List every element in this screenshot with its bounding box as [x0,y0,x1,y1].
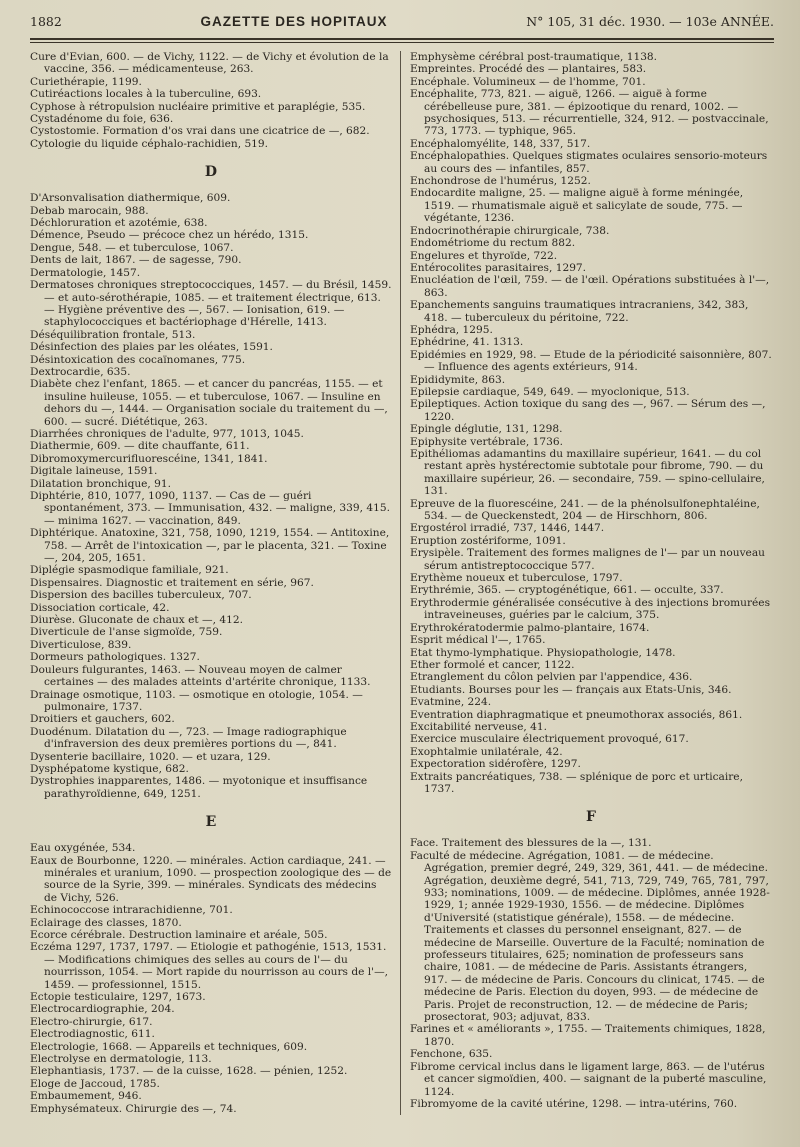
index-entry: Epithéliomas adamantins du maxillaire supérieur, 1641. — du col restant après hystérectomie subtotale pour fibrome, 790. — du maxillaire supérieur, 26. — secondaire, 759. — spino-cellulaire, 131. [410,448,765,498]
index-entry: Etranglement du côlon pelvien par l'appendice, 436. [410,671,693,684]
index-entry: Déséquilibration frontale, 513. [30,328,196,341]
index-entry: Expectoration sidérofère, 1297. [410,758,581,771]
entries-d [30,192,392,800]
index-entry: Electro-chirurgie, 617. [30,1015,153,1028]
index-entry: Erythrodermie généralisée consécutive à des injections bromurées intraveineuses, guéries par le calcium, 375. [410,596,771,622]
index-entry: Duodénum. Dilatation du —, 723. — Image radiographique d'infraversion des deux premières portions du —, 841. [30,725,347,751]
index-entry: Cystostomie. Formation d'os vrai dans une cicatrice de —, 682. [30,125,370,138]
index-entry: Elephantiasis, 1737. — de la cuisse, 1628. — pénien, 1252. [30,1065,348,1078]
index-entry: Face. Traitement des blessures de la —, 131. [410,837,652,850]
index-entry: Ecorce cérébrale. Destruction laminaire et aréale, 505. [30,929,328,941]
index-columns [30,51,774,1115]
index-entry: Dextrocardie, 635. [30,365,131,378]
index-entry: Dispensaires. Diagnostic et traitement en série, 967. [30,576,314,589]
index-entry: Electrodiagnostic, 611. [30,1028,155,1041]
index-entry: Electrocardiographie, 204. [30,1003,175,1016]
index-entry: Diathermie, 609. — dite chauffante, 611. [30,440,250,453]
index-entry: Faculté de médecine. Agrégation, 1081. — de médecine. Agrégation, premier degré, 249, 329, 361, 441. — de médecine. Agrégation, deuxième degré, 541, 713, 729, 749, 765, 781, 797, 933; nominations, 1009. — de médecine. Diplômes, année 1928-1929, 1; année 1929-1930, 1556. — de médecine. Diplômes d'Université (statistique générale), 1558. — de médecine. Traitements et classes du personnel enseignant, 827. — de médecine de Marseille. Ouverture de la Faculté; nomination de professeurs titulaires, 625; nomination de professeurs sans chaire, 1081. — de médecine de Paris. Assistants étrangers, 917. — de médecine de Paris. Concours du clinicat, 1745. — de médecine de Paris. Election du doyen, 993. — de médecine de Paris. Projet de reconstruction, 12. — de médecine de Paris; prosectorat, 903; adjuvat, 833. [410,849,770,1024]
entries-e-continued [410,51,772,795]
index-entry: Encéphalopathies. Quelques stigmates oculaires sensorio-moteurs au cours des — infantiles, 857. [410,150,768,175]
index-entry: Emphysème cérébral post-traumatique, 1138. [410,51,658,63]
index-entry: Ether formolé et cancer, 1122. [410,658,575,671]
index-entry: Démence, Pseudo — précoce chez un hérédo, 1315. [30,229,309,242]
section-letter-e: E [205,814,217,831]
index-entry: Encéphale. Volumineux — de l'homme, 701. [410,75,646,88]
index-entry: Entérocolites parasitaires, 1297. [410,261,587,274]
index-entry: Diverticule de l'anse sigmoïde, 759. [30,626,223,639]
index-entry: Eclairage des classes, 1870. [30,916,182,929]
header-rule-thin [30,42,774,43]
index-entry: Epidémies en 1929, 98. — Etude de la périodicité saisonnière, 807. — Influence des agents extérieurs, 914. [410,348,772,374]
index-entry: Diphtérique. Anatoxine, 321, 758, 1090, 1219, 1554. — Antitoxine, 758. — Arrêt de l'intoxication —, par le placenta, 321. — Toxine —, 204, 205, 1651. [30,527,390,565]
index-entry: Dilatation bronchique, 91. [30,477,172,490]
index-entry: Epiphysite vertébrale, 1736. [410,435,563,448]
index-entry: Dystrophies inapparentes, 1486. — myotonique et insuffisance parathyroïdienne, 649, 1251. [30,775,368,800]
index-entry: Endocrinothérapie chirurgicale, 738. [410,224,610,237]
index-entry: Etat thymo-lymphatique. Physiopathologie, 1478. [410,646,676,659]
index-entry: Endométriome du rectum 882. [410,237,576,250]
index-entry: Erythème noueux et tuberculose, 1797. [410,572,623,585]
index-entry: Eau oxygénée, 534. [30,842,136,855]
index-entry: Debab marocain, 988. [30,204,149,217]
index-entry: Diverticulose, 839. [30,638,132,651]
index-entry: Ergostérol irradié, 737, 1446, 1447. [410,522,605,535]
right-column [410,51,772,1115]
index-entry: Ectopie testiculaire, 1297, 1673. [30,991,206,1004]
index-entry: Droitiers et gauchers, 602. [30,713,175,726]
index-entry: Encéphalomyélite, 148, 337, 517. [410,137,591,150]
index-entry: Exophtalmie unilatérale, 42. [410,745,563,758]
index-entry: Eczéma 1297, 1737, 1797. — Etiologie et pathogénie, 1513, 1531. — Modifications chimiques des selles au cours de l'— du nourrisson, 1054. — Mort rapide du nourrisson au cours de l'—, 1459. — professionnel, 1515. [30,941,389,991]
index-entry: Electrologie, 1668. — Appareils et techniques, 609. [30,1040,308,1053]
header-rule-thick [30,38,774,40]
index-entry: Eloge de Jaccoud, 1785. [30,1077,160,1090]
index-entry: Eventration diaphragmatique et pneumothorax associés, 861. [410,708,743,721]
index-entry: Electrolyse en dermatologie, 113. [30,1053,212,1066]
index-entry: Diabète chez l'enfant, 1865. — et cancer du pancréas, 1155. — et insuline huileuse, 1055. — et tuberculose, 1067. — Insuline en dehors du —, 1444. — Organisation sociale du traitement du —, 600. — sucré. Diététique, 263. [30,378,388,428]
index-entry: Epididymite, 863. [410,373,506,386]
index-entry: Dengue, 548. — et tuberculose, 1067. [30,241,234,254]
page-header [30,14,774,36]
index-entry: Embaumement, 946. [30,1090,142,1103]
index-entry: Fenchone, 635. [410,1048,493,1061]
index-entry: Cystadénome du foie, 636. [30,113,174,126]
index-entry: Drainage osmotique, 1103. — osmotique en otologie, 1054. — pulmonaire, 1737. [30,688,363,713]
index-entry: Déchloruration et azotémie, 638. [30,217,208,230]
index-entry: Curiethérapie, 1199. [30,75,142,88]
index-entry: Dibromoxymercurifluorescéine, 1341, 1841. [30,452,268,465]
index-entry: Esprit médical l'—, 1765. [410,634,546,647]
index-entry: Excitabilité nerveuse, 41. [410,720,547,733]
index-entry: Evatmine, 224. [410,696,492,709]
index-entry: Diphtérie, 810, 1077, 1090, 1137. — Cas de — guéri spontanément, 373. — Immunisation, 432. — maligne, 339, 415. — minima 1627. — vaccination, 849. [30,490,390,527]
index-entry: Diplégie spasmodique familiale, 921. [30,564,229,577]
index-entry: Epanchements sanguins traumatiques intracraniens, 342, 383, 418. — tuberculeux du péritoine, 722. [410,299,749,324]
index-entry: Epingle déglutie, 131, 1298. [410,423,563,436]
index-entry: Etudiants. Bourses pour les — français aux Etats-Unis, 346. [410,683,732,696]
index-entry: Epreuve de la fluorescéine, 241. — de la phénolsulfonephtaléine, 534. — de Queckenstedt, 204 — de Hirschhorn, 806. [410,497,760,523]
index-entry: Erythrémie, 365. — cryptogénétique, 661. — occulte, 337. [410,584,724,597]
index-entry: Epileptiques. Action toxique du sang des —, 967. — Sérum des —, 1220. [410,398,766,423]
index-entry: Epilepsie cardiaque, 549, 649. — myoclonique, 513. [410,385,690,398]
index-entry: Echinococcose intrarachidienne, 701. [30,904,233,917]
index-entry: Fibrome cervical inclus dans le ligament large, 863. — de l'utérus et cancer sigmoïdien, 400. — saignant de la puberté masculine, 1124. [410,1060,767,1098]
index-entry: Dormeurs pathologiques. 1327. [30,651,200,664]
index-entry: Diurèse. Gluconate de chaux et —, 412. [30,614,243,627]
index-entry: Dysenterie bacillaire, 1020. — et uzara, 129. [30,750,271,763]
index-entry: Dermatoses chroniques streptococciques, 1457. — du Brésil, 1459. — et auto-sérothérapie, 1085. — et traitement électrique, 613. — Hygiène préventive des —, 567. — Ionisation, 619. — staphylococciques et bactériophage d'Hérelle, 1413. [30,279,392,329]
index-entry: Endocardite maligne, 25. — maligne aiguë à forme méningée, 1519. — rhumatismale aiguë et salicylate de soude, 775. — végétante, 1236. [410,187,744,225]
index-entry: D'Arsonvalisation diathermique, 609. [30,192,231,205]
entries-c-continued [30,51,392,150]
index-entry: Dispersion des bacilles tuberculeux, 707. [30,589,252,602]
index-entry: Fibromyome de la cavité utérine, 1298. — intra-utérins, 760. [410,1097,738,1110]
index-entry: Dysphépatome kystique, 682. [30,762,189,775]
index-entry: Cutiréactions locales à la tuberculine, 693. [30,88,262,101]
entries-e [30,842,392,1115]
index-entry: Dents de lait, 1867. — de sagesse, 790. [30,254,242,267]
index-entry: Erythrokératodermie palmo-plantaire, 1674. [410,621,650,634]
index-entry: Désintoxication des cocaïnomanes, 775. [30,353,246,366]
issue-info: N° 105, 31 déc. 1930. — 103e ANNÉE. [526,14,774,29]
page-number: 1882 [30,14,62,29]
index-entry: Farines et « améliorants », 1755. — Traitements chimiques, 1828, 1870. [410,1023,766,1048]
index-entry: Empreintes. Procédé des — plantaires, 583. [410,63,647,76]
left-column [30,51,392,1115]
index-entry: Encéphalite, 773, 821. — aiguë, 1266. — aiguë à forme cérébelleuse pure, 381. — épizootique du renard, 1002. — psychosiques, 513. — récurrentielle, 324, 912. — postvaccinale, 773, 1773. — typhique, 965. [410,88,769,138]
index-entry: Digitale laineuse, 1591. [30,465,158,478]
index-entry: Erysipèle. Traitement des formes malignes de l'— par un nouveau sérum antistreptococcique 577. [410,547,765,572]
index-entry: Ephédra, 1295. [410,323,493,336]
index-entry: Ephédrine, 41. 1313. [410,336,524,349]
index-entry: Enchondrose de l'humérus, 1252. [410,175,591,188]
section-letter-d: D [204,164,218,181]
index-entry: Exercice musculaire électriquement provoqué, 617. [410,733,689,746]
index-entry: Cure d'Evian, 600. — de Vichy, 1122. — de Vichy et évolution de la vaccine, 356. — médicamenteuse, 263. [30,51,389,76]
index-entry: Dermatologie, 1457. [30,266,141,279]
index-entry: Diarrhées chroniques de l'adulte, 977, 1013, 1045. [30,427,304,440]
entries-f [410,837,772,1110]
index-entry: Cyphose à rétropulsion nucléaire primitive et paraplégie, 535. [30,100,366,113]
index-entry: Engelures et thyroïde, 722. [410,249,558,262]
index-entry: Extraits pancréatiques, 738. — splénique de porc et urticaire, 1737. [410,770,743,795]
index-entry: Eaux de Bourbonne, 1220. — minérales. Action cardiaque, 241. — minérales et uranium, 1090. — prospection zoologique des — de source de la Syrie, 399. — minérales. Syndicats des médecins de Vichy, 526. [30,854,392,904]
section-letter-f: F [586,809,596,826]
index-entry: Enucléation de l'œil, 759. — de l'œil. Opérations substituées à l'—, 863. [410,274,770,299]
index-entry: Eruption zostériforme, 1091. [410,534,566,547]
index-entry: Désinfection des plaies par les oléates, 1591. [30,341,273,354]
index-entry: Emphysémateux. Chirurgie des —, 74. [30,1102,237,1115]
journal-title: GAZETTE DES HOPITAUX [200,14,388,29]
index-entry: Douleurs fulgurantes, 1463. — Nouveau moyen de calmer certaines — des malades atteints d'artérite chronique, 1133. [30,663,371,689]
index-entry: Dissociation corticale, 42. [30,601,170,614]
index-entry: Cytologie du liquide céphalo-rachidien, 519. [30,137,269,150]
